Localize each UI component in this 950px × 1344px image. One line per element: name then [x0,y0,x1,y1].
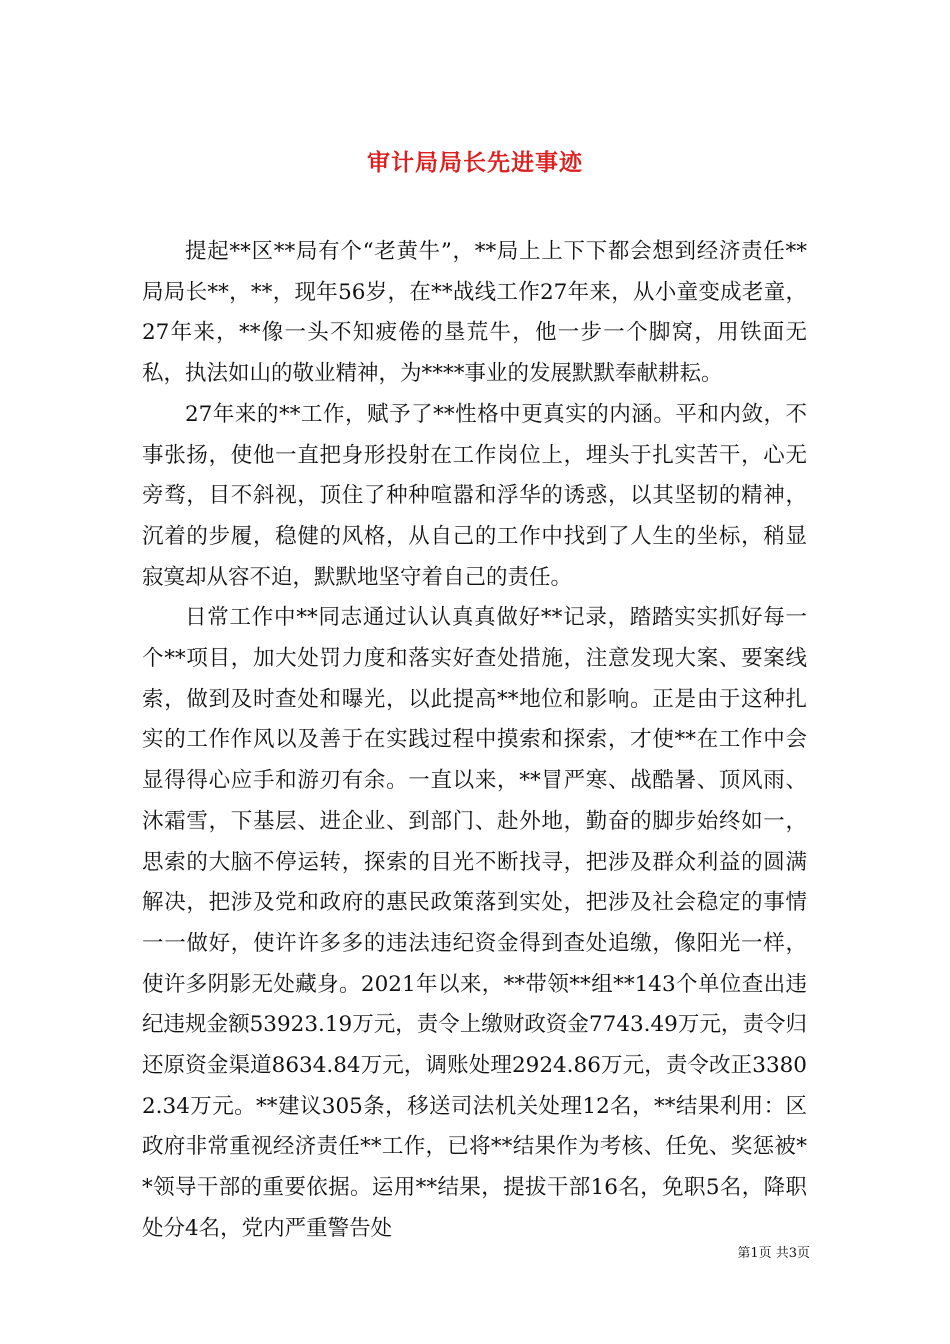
paragraph-2: 27年来的**工作，赋予了**性格中更真实的内涵。平和内敛，不事张扬，使他一直把身形投射在工作岗位上，埋头于扎实苦干，心无旁骛，目不斜视，顶住了种种喧嚣和浮华的诱惑，以其坚韧的精神，沉着的步履，稳健的风格，从自己的工作中找到了人生的坐标，稍显寂寞却从容不迫，默默地坚守着自己的责任。 [142,401,807,590]
document-body [142,232,807,1250]
paragraph-1: 提起**区**局有个“老黄牛”，**局上上下下都会想到经济责任**局局长**，**，现年56岁，在**战线工作27年来，从小童变成老童，27年来，**像一头不知疲倦的垦荒牛，他一步一个脚窝，用铁面无私，执法如山的敬业精神，为****事业的发展默默奉献耕耘。 [142,239,807,387]
paragraph-3: 日常工作中**同志通过认认真真做好**记录，踏踏实实抓好每一个**项目，加大处罚力度和落实好查处措施，注意发现大案、要案线索，做到及时查处和曝光，以此提高**地位和影响。正是由于这种扎实的工作作风以及善于在实践过程中摸索和探索，才使**在工作中会显得得心应手和游刃有余。一直以来，**冒严寒、战酷暑、顶风雨、沐霜雪，下基层、进企业、到部门、赴外地，勤奋的脚步始终如一，思索的大脑不停运转，探索的目光不断找寻，把涉及群众利益的圆满解决，把涉及党和政府的惠民政策落到实处，把涉及社会稳定的事情一一做好，使许许多多的违法违纪资金得到查处追缴，像阳光一样，使许多阴影无处藏身。2021年以来，**带领**组**143个单位查出违纪违规金额53923.19万元，责令上缴财政资金7743.49万元，责令归还原资金渠道8634.84万元，调账处理2924.86万元，责令改正33802.34万元。**建议305条，移送司法机关处理12名，**结果利用：区政府非常重视经济责任**工作，已将**结果作为考核、任免、奖惩被**领导干部的重要依据。运用**结果，提拔干部16名，免职5名，降职处分4名，党内严重警告处 [142,605,807,1241]
page-number: 第1页 共3页 [737,1246,810,1261]
page-title: 审计局局长先进事迹 [367,149,583,177]
